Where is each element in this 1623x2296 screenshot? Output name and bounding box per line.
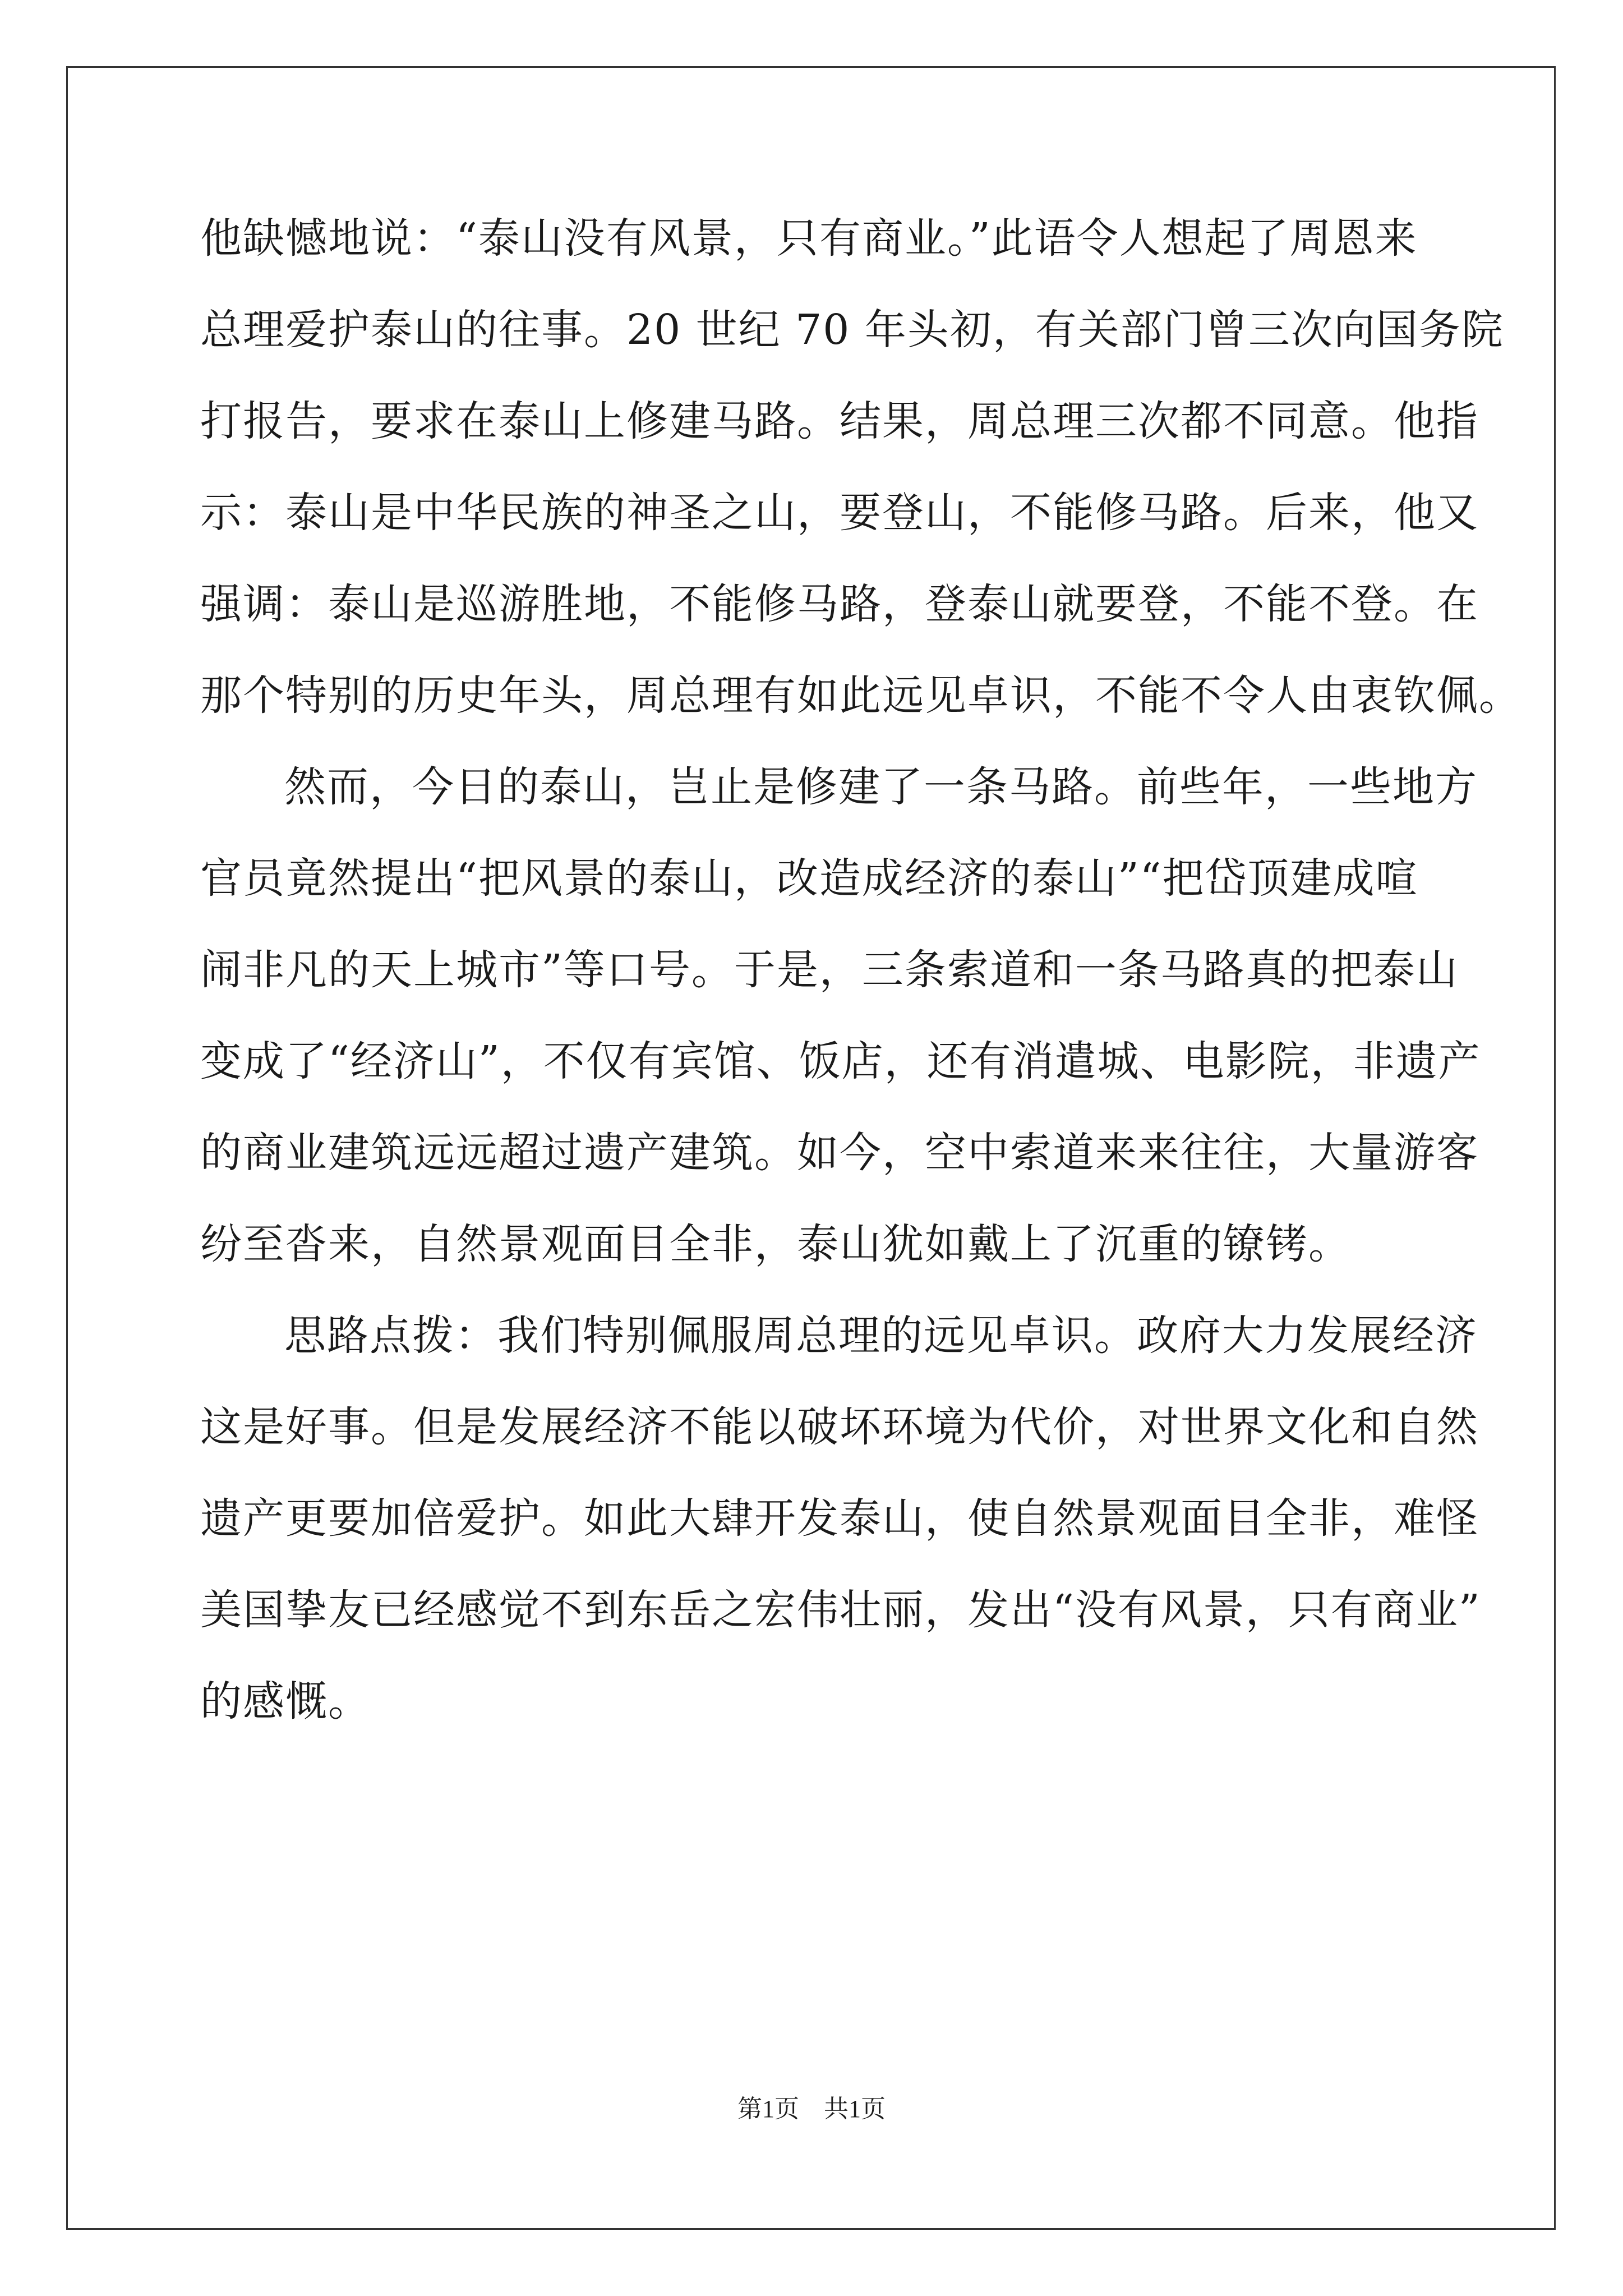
paragraph-2-line-1: 然而，今日的泰山，岂止是修建了一条马路。前些年，一些地方 — [284, 763, 1478, 811]
paragraph-1-line-5: 强调：泰山是巡游胜地，不能修马路，登泰山就要登，不能不登。在 — [200, 580, 1479, 628]
paragraph-2-line-4: 变成了“经济山”，不仅有宾馆、饭店，还有消遣城、电影院，非遗产 — [200, 1037, 1481, 1085]
paragraph-2-line-2: 官员竟然提出“把风景的泰山，改造成经济的泰山”“把岱顶建成喧 — [200, 854, 1418, 903]
paragraph-3-line-1: 思路点拨：我们特别佩服周总理的远见卓识。政府大力发展经济 — [284, 1312, 1478, 1360]
paragraph-3-line-5: 的感慨。 — [200, 1677, 371, 1726]
paragraph-1-line-4: 示：泰山是中华民族的神圣之山，要登山，不能修马路。后来，他又 — [200, 489, 1479, 537]
paragraph-3-line-2: 这是好事。但是发展经济不能以破坏环境为代价，对世界文化和自然 — [200, 1403, 1479, 1451]
paragraph-1-line-3: 打报告，要求在泰山上修建马路。结果，周总理三次都不同意。他指 — [200, 397, 1479, 445]
paragraph-1-line-2: 总理爱护泰山的往事。20 世纪 70 年头初，有关部门曾三次向国务院 — [200, 306, 1504, 354]
paragraph-3-line-3: 遗产更要加倍爱护。如此大肆开发泰山，使自然景观面目全非，难怪 — [200, 1494, 1479, 1543]
paragraph-3-line-4: 美国挚友已经感觉不到东岳之宏伟壮丽，发出“没有风景，只有商业” — [200, 1586, 1481, 1634]
paragraph-2-line-6: 纷至沓来，自然景观面目全非，泰山犹如戴上了沉重的镣铐。 — [200, 1220, 1351, 1268]
paragraph-2-line-5: 的商业建筑远远超过遗产建筑。如今，空中索道来来往往，大量游客 — [200, 1129, 1479, 1177]
paragraph-2-line-3: 闹非凡的天上城市”等口号。于是，三条索道和一条马路真的把泰山 — [200, 946, 1459, 994]
page-number-footer: 第1页 共1页 — [737, 2095, 886, 2123]
paragraph-1-line-1: 他缺憾地说：“泰山没有风景，只有商业。”此语令人想起了周恩来 — [200, 214, 1418, 263]
paragraph-1-line-6: 那个特别的历史年头，周总理有如此远见卓识，不能不令人由衷钦佩。 — [200, 671, 1521, 720]
